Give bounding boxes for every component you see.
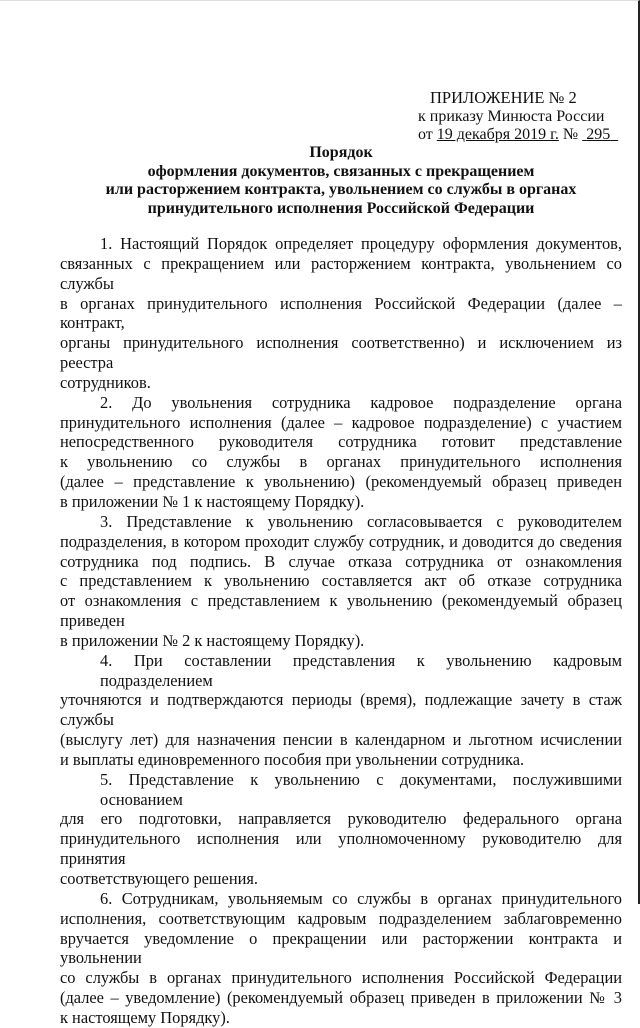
order-reference: к приказу Минюста России (418, 107, 605, 125)
paragraph-line: от ознакомления с представлением к увольнению (рекомендуемый образец приведен (60, 591, 622, 631)
appendix-header (418, 89, 618, 145)
paragraph-1 (60, 234, 622, 393)
paragraph-line: сотрудников. (60, 372, 151, 392)
paragraph-line: 6. Сотрудникам, увольняемым со службы в органах принудительного (100, 888, 622, 908)
paragraph-line: с представлением к увольнению составляется акт об отказе сотрудника (60, 571, 622, 591)
paragraph-line: исполнения, соответствующим кадровым подразделением заблаговременно (60, 908, 622, 928)
paragraph-line: в приложении № 2 к настоящему Порядку). (60, 630, 365, 650)
paragraph-line: в органах принудительного исполнения Российской Федерации (далее – контракт, (60, 293, 622, 333)
paragraph-line: принудительного исполнения или уполномоченному руководителю для принятия (60, 829, 622, 869)
document-body (60, 234, 622, 1028)
paragraph-line: органы принудительного исполнения соответственно) и исключением из реестра (60, 333, 622, 373)
paragraph-line: непосредственного руководителя сотрудника готовит представление (60, 432, 622, 452)
document-title (60, 144, 622, 219)
paragraph-line: 3. Представление к увольнению согласовывается с руководителем (100, 511, 622, 531)
paragraph-line: в приложении № 1 к настоящему Порядку). (60, 491, 365, 511)
paragraph-line: принудительного исполнения (далее – кадровое подразделение) с участием (60, 412, 622, 432)
order-number-value: 295 (586, 126, 611, 143)
paragraph-line: 1. Настоящий Порядок определяет процедуру оформления документов, (100, 234, 622, 253)
number-prefix: № (562, 126, 579, 143)
paragraph-line: подразделения, в котором проходит службу сотрудник, и доводится до сведения (60, 531, 622, 551)
order-date: 19 декабря 2019 г. (436, 126, 559, 143)
order-date-line (418, 126, 618, 145)
order-number (582, 126, 618, 143)
paragraph-line: сотрудника под подпись. В случае отказа сотрудника от ознакомления (60, 551, 622, 571)
appendix-label: ПРИЛОЖЕНИЕ № 2 (430, 88, 577, 107)
paragraph-line: 4. При составлении представления к увольнению кадровым подразделением (100, 650, 622, 690)
date-prefix: от (418, 126, 433, 143)
paragraph-line: связанных с прекращением или расторжением контракта, увольнением со службы (60, 253, 622, 293)
paragraph-line: для его подготовки, направляется руководителю федерального органа (60, 809, 622, 829)
paragraph-line: (далее – уведомление) (рекомендуемый образец приведен в приложении № 3 (60, 988, 622, 1008)
paragraph-line: соответствующего решения. (60, 869, 258, 888)
paragraph-line: к увольнению со службы в органах принудительного исполнения (60, 452, 622, 472)
paragraph-line: (выслугу лет) для назначения пенсии в календарном и льготном исчислении (60, 730, 622, 750)
paragraph-line: уточняются и подтверждаются периоды (время), подлежащие зачету в стаж службы (60, 690, 622, 730)
paragraph-line: 2. До увольнения сотрудника кадровое подразделение органа (100, 392, 622, 412)
paragraph-line: к настоящему Порядку). (60, 1007, 230, 1027)
paragraph-5 (60, 770, 622, 889)
paragraph-3 (60, 512, 622, 651)
paragraph-line: вручается уведомление о прекращении или расторжении контракта и увольнении (60, 928, 622, 968)
title-line: оформления документов, связанных с прекращением (147, 162, 535, 180)
title-line: принудительного исполнения Российской Федерации (147, 200, 535, 218)
paragraph-4 (60, 651, 622, 770)
title-line: или расторжением контракта, увольнением со службы в органах (105, 181, 577, 199)
title-line: Порядок (309, 144, 373, 161)
paragraph-line: со службы в органах принудительного исполнения Российской Федерации (60, 968, 622, 988)
paragraph-line: и выплаты единовременного пособия при увольнении сотрудника. (60, 749, 525, 769)
paragraph-2 (60, 393, 622, 512)
paragraph-6 (60, 889, 622, 1028)
paragraph-line: (далее – представление к увольнению) (рекомендуемый образец приведен (60, 472, 622, 492)
paragraph-line: 5. Представление к увольнению с документами, послужившими основанием (100, 769, 622, 809)
